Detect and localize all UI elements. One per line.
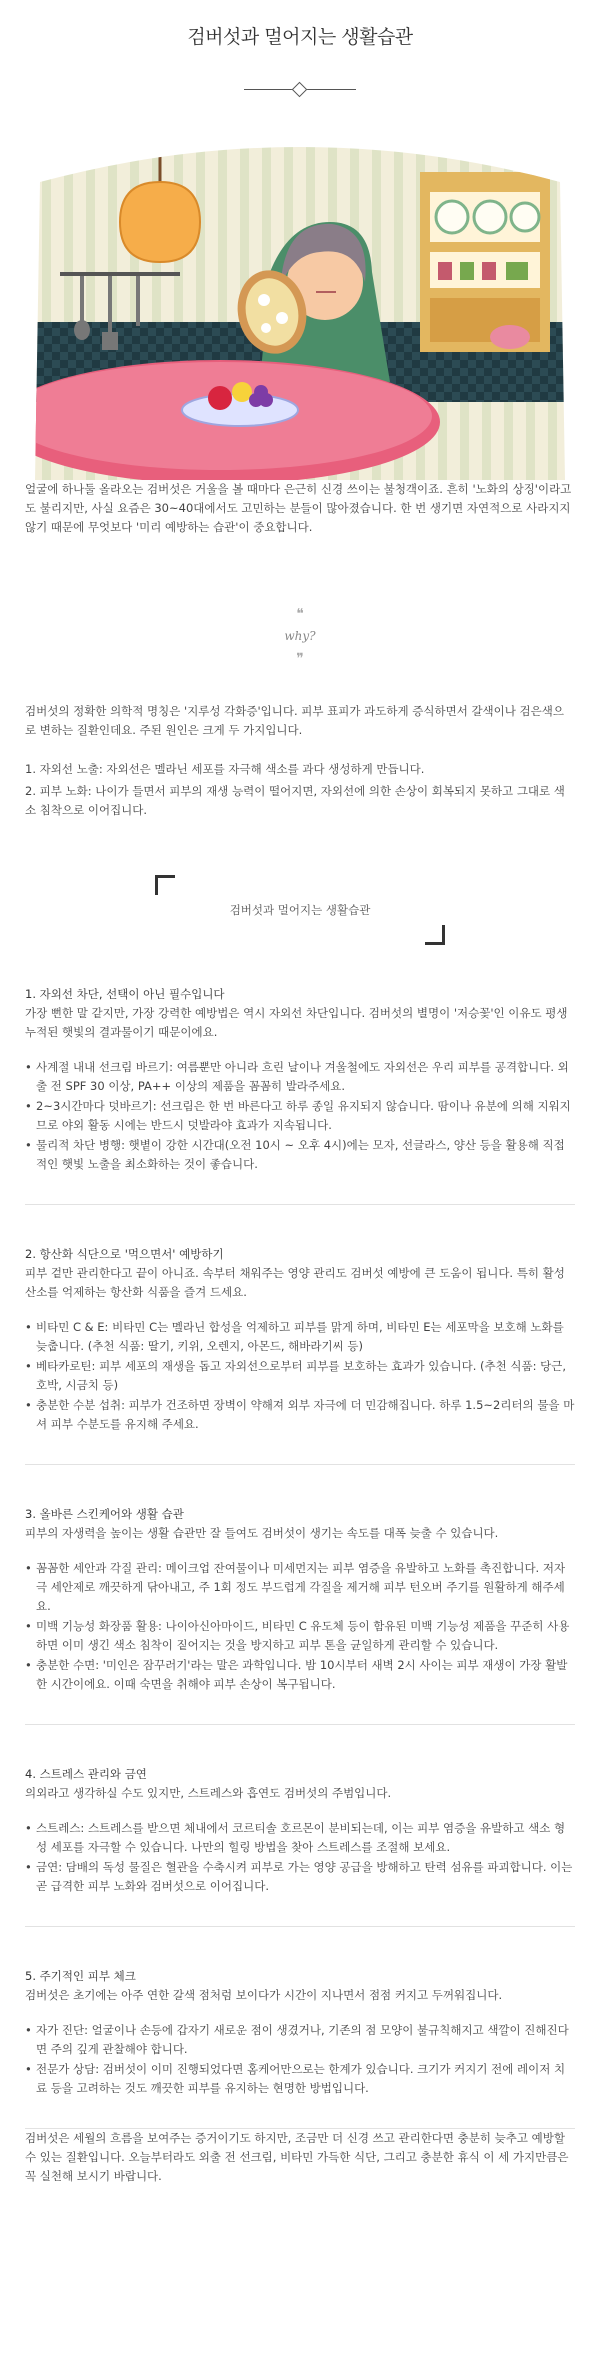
tip-item: • 미백 기능성 화장품 활용: 나이아신아마이드, 비타민 C 유도체 등이 함유된 미백 기능성 제품을 꾸준히 사용하면 이미 생긴 색소 침착이 짙어지는 것을 방지하고 피부 톤을 균일하게 관리할 수 있습니다.	[25, 1617, 575, 1655]
close-quote-icon: ❞	[296, 651, 304, 667]
tip-block	[25, 1245, 575, 1434]
cause-item: 1. 자외선 노출: 자외선은 멜라닌 세포를 자극해 색소를 과다 생성하게 만듭니다.	[25, 762, 425, 776]
why-quote	[25, 607, 575, 702]
tip-item: • 자가 진단: 얼굴이나 손등에 갑자기 새로운 점이 생겼거나, 기존의 점 모양이 불규칙해지고 색깔이 진해진다면 주의 깊게 관찰해야 합니다.	[25, 2021, 575, 2059]
section-divider	[25, 1204, 575, 1205]
hero-illustration	[20, 112, 580, 480]
tip-item: • 충분한 수면: '미인은 잠꾸러기'라는 말은 과학입니다. 밤 10시부터 새벽 2시 사이는 피부 재생이 가장 활발한 시간이에요. 이때 숙면을 취해야 피부 손상이 복구됩니다.	[25, 1656, 575, 1694]
section-divider	[25, 1926, 575, 1927]
tip-item: • 충분한 수분 섭취: 피부가 건조하면 장벽이 약해져 외부 자극에 더 민감해집니다. 하루 1.5~2리터의 물을 마셔 피부 수분도를 유지해 주세요.	[25, 1396, 575, 1434]
description-paragraph: 검버섯의 정확한 의학적 명칭은 '지루성 각화증'입니다. 피부 표피가 과도하게 증식하면서 갈색이나 검은색으로 변하는 질환인데요. 주된 원인은 크게 두 가지입니다.	[25, 704, 564, 737]
tip-item: • 스트레스: 스트레스를 받으면 체내에서 코르티솔 호르몬이 분비되는데, 이는 피부 염증을 유발하고 색소 형성 세포를 자극할 수 있습니다. 나만의 힐링 방법을 찾아 스트레스를 조절해 보세요.	[25, 1819, 575, 1857]
section-divider	[25, 1464, 575, 1465]
title-header	[0, 0, 600, 112]
tip-item: • 2~3시간마다 덧바르기: 선크림은 한 번 바른다고 하루 종일 유지되지 않습니다. 땀이나 유분에 의해 지워지므로 야외 활동 시에는 반드시 덧발라야 효과가 지속됩니다.	[25, 1097, 575, 1135]
tip-item: • 물리적 차단 병행: 햇볕이 강한 시간대(오전 10시 ~ 오후 4시)에는 모자, 선글라스, 양산 등을 활용해 직접적인 햇빛 노출을 최소화하는 것이 좋습니다.	[25, 1136, 575, 1174]
open-quote-icon: ❝	[296, 606, 304, 622]
tip-block	[25, 985, 575, 1174]
why-text: why?	[284, 629, 316, 643]
tip-item: • 금연: 담배의 독성 물질은 혈관을 수축시켜 피부로 가는 영양 공급을 방해하고 탄력 섬유를 파괴합니다. 이는 곧 급격한 피부 노화와 검버섯으로 이어집니다.	[25, 1858, 575, 1896]
frame-corner-top-left	[155, 875, 175, 895]
tip-intro: 의외라고 생각하실 수도 있지만, 스트레스와 흡연도 검버섯의 주범입니다.	[25, 1786, 392, 1800]
tip-intro: 피부의 자생력을 높이는 생활 습관만 잘 들여도 검버섯이 생기는 속도를 대폭 늦출 수 있습니다.	[25, 1526, 499, 1540]
tip-heading: 1. 자외선 차단, 선택이 아닌 필수입니다	[25, 987, 225, 1001]
tip-intro: 검버섯은 초기에는 아주 연한 갈색 점처럼 보이다가 시간이 지나면서 점점 커지고 두꺼워집니다.	[25, 1988, 503, 2002]
tips-section	[25, 985, 575, 2129]
section-divider	[25, 1724, 575, 1725]
subtitle-text: 검버섯과 멀어지는 생활습관	[229, 903, 371, 917]
tip-heading: 3. 올바른 스킨케어와 생활 습관	[25, 1507, 184, 1521]
tip-item: • 사계절 내내 선크림 바르기: 여름뿐만 아니라 흐린 날이나 겨울철에도 자외선은 우리 피부를 공격합니다. 외출 전 SPF 30 이상, PA++ 이상의 제품을 꼼꼼히 발라주세요.	[25, 1058, 575, 1096]
tip-item: • 비타민 C & E: 비타민 C는 멜라닌 합성을 억제하고 피부를 맑게 하며, 비타민 E는 세포막을 보호해 노화를 늦춥니다. (추천 식품: 딸기, 키위, 오렌지, 아몬드, 해바라기씨 등)	[25, 1318, 575, 1356]
cause-item: 2. 피부 노화: 나이가 들면서 피부의 재생 능력이 떨어지면, 자외선에 의한 손상이 회복되지 못하고 그대로 색소 침착으로 이어집니다.	[25, 784, 565, 817]
tip-item: • 꼼꼼한 세안과 각질 관리: 메이크업 잔여물이나 미세먼지는 피부 염증을 유발하고 노화를 촉진합니다. 저자극 세안제로 깨끗하게 닦아내고, 주 1회 정도 부드럽게 각질을 제거해 피부 턴오버 주기를 원활하게 해주세요.	[25, 1559, 575, 1616]
title-divider	[244, 83, 356, 97]
tip-heading: 5. 주기적인 피부 체크	[25, 1969, 136, 1983]
tip-block	[25, 1505, 575, 1694]
tip-intro: 가장 뻔한 말 같지만, 가장 강력한 예방법은 역시 자외선 차단입니다. 검버섯의 별명이 '저승꽃'인 이유도 평생 누적된 햇빛의 결과물이기 때문이에요.	[25, 1006, 568, 1039]
tip-item: • 전문가 상담: 검버섯이 이미 진행되었다면 홈케어만으로는 한계가 있습니다. 크기가 커지기 전에 레이저 치료 등을 고려하는 것도 깨끗한 피부를 유지하는 현명한 방법입니다.	[25, 2060, 575, 2098]
tip-heading: 2. 항산화 식단으로 '먹으면서' 예방하기	[25, 1247, 224, 1261]
tip-item: • 베타카로틴: 피부 세포의 재생을 돕고 자외선으로부터 피부를 보호하는 효과가 있습니다. (추천 식품: 당근, 호박, 시금치 등)	[25, 1357, 575, 1395]
subtitle-frame	[155, 875, 445, 945]
page-title: 검버섯과 멀어지는 생활습관	[187, 26, 413, 48]
tip-block	[25, 1765, 575, 1896]
tip-block	[25, 1967, 575, 2098]
causes-list	[25, 760, 575, 820]
intro-paragraph: 얼굴에 하나둘 올라오는 검버섯은 거울을 볼 때마다 은근히 신경 쓰이는 불청객이죠. 흔히 '노화의 상징'이라고도 불리지만, 사실 요즘은 30~40대에서도 고민하는 분들이 많아졌습니다. 한 번 생기면 자연적으로 사라지지 않기 때문에 무엇보다 '미리 예방하는 습관'이 중요합니다.	[25, 482, 572, 534]
tip-intro: 피부 겉만 관리한다고 끝이 아니죠. 속부터 채워주는 영양 관리도 검버섯 예방에 큰 도움이 됩니다. 특히 활성산소를 억제하는 항산화 식품을 즐겨 드세요.	[25, 1266, 565, 1299]
frame-corner-bottom-right	[425, 925, 445, 945]
tip-heading: 4. 스트레스 관리와 금연	[25, 1767, 147, 1781]
closing-paragraph: 검버섯은 세월의 흐름을 보여주는 증거이기도 하지만, 조금만 더 신경 쓰고 관리한다면 충분히 늦추고 예방할 수 있는 질환입니다. 오늘부터라도 외출 전 선크림, 비타민 가득한 식단, 그리고 충분한 휴식 이 세 가지만큼은 꼭 실천해 보시기 바랍니다.	[25, 2131, 569, 2183]
